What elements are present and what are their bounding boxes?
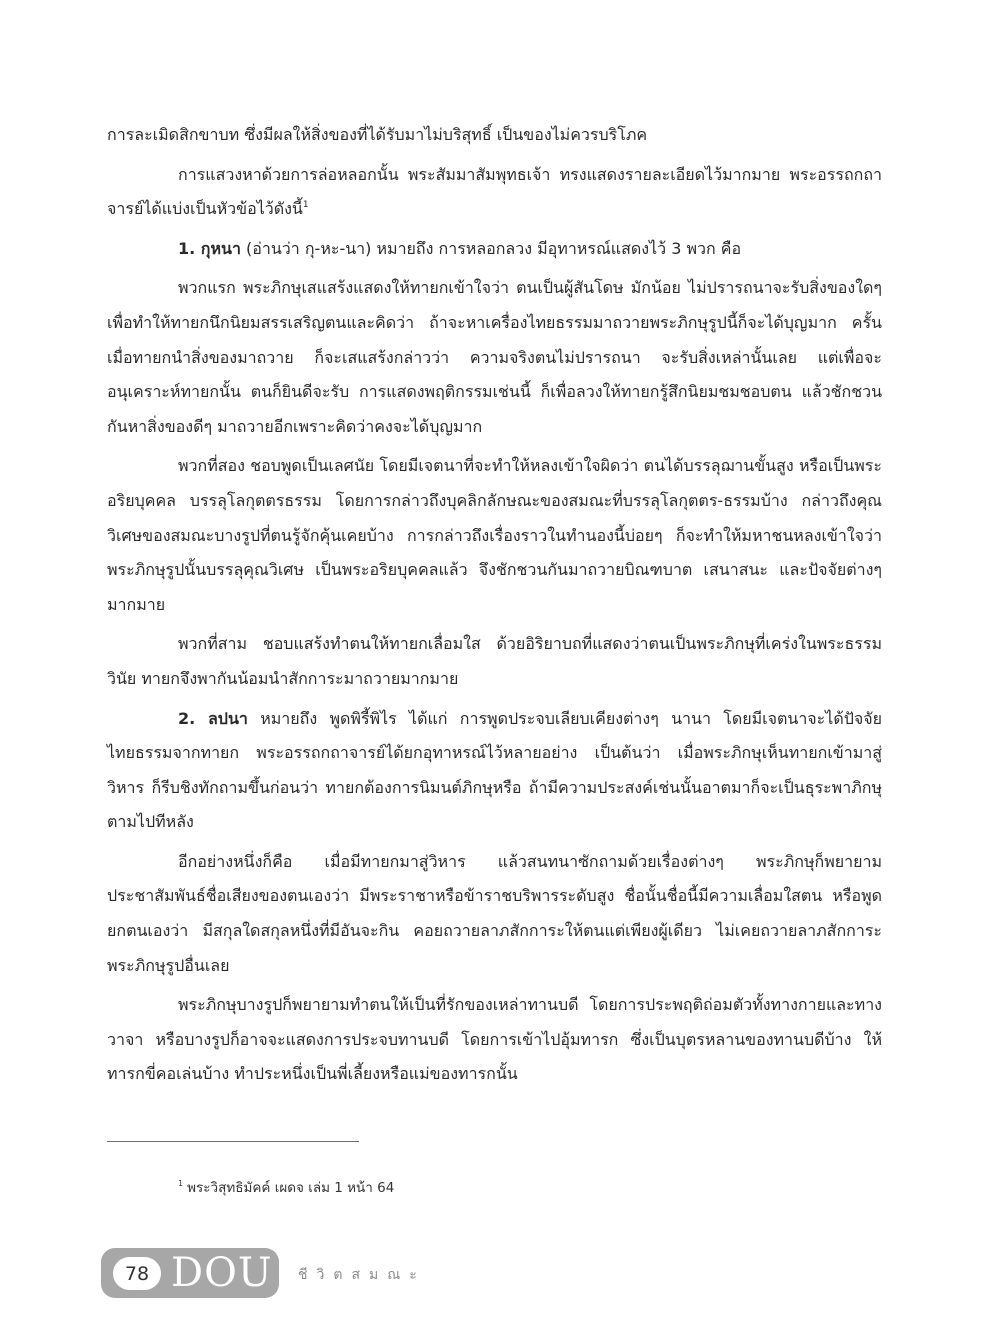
footnote-ref[interactable]: 1 — [302, 200, 309, 211]
paragraph-2 — [107, 158, 882, 227]
paragraph-lapana — [107, 702, 882, 840]
body-text — [107, 118, 882, 1097]
footnote-divider — [107, 1141, 359, 1142]
paragraph-8: อีกอย่างหนึ่งก็คือ เมื่อมีทายกมาสู่วิหาร แล้วสนทนาซักถามด้วยเรื่องต่างๆ พระภิกษุก็พยายามประชาสัมพันธ์ชื่อเสียงของตนเองว่า มีพระราชาหรือข้าราชบริพารระดับสูง ชื่อนั้นชื่อนี้มีความเลื่อมใสตน หรือพูดยกตนเองว่า มีสกุลใดสกุลหนึ่งที่มีอันจะกิน คอยถวายลาภสักการะให้ตนแต่เพียงผู้เดียว ไม่เคยถวายลาภสักการะพระภิกษุรูปอื่นเลย — [107, 851, 882, 975]
paragraph-group-1: พวกแรก พระภิกษุเสแสร้งแสดงให้ทายกเข้าใจว่า ตนเป็นผู้สันโดษ มักน้อย ไม่ปรารถนาจะรับสิ่งของใดๆ เพื่อทำให้ทายกนึกนิยมสรรเสริญตนและคิดว่า ถ้าจะหาเครื่องไทยธรรมมาถวายพระภิกษุรูปนี้ก็จะได้บุญมาก ครั้นเมื่อทายกนำสิ่งของมาถวาย ก็จะเสแสร้งกล่าวว่า ความจริงตนไม่ปรารถนา จะรับสิ่งเหล่านั้นเลย แต่เพื่อจะอนุเคราะห์ทายกนั้น ตนก็ยินดีจะรับ การแสดงพฤติกรรมเช่นนี้ ก็เพื่อลวงให้ทายกรู้สึกนิยมชมชอบตน แล้วชักชวนกันหาสิ่งของดีๆ มาถวายอีกเพราะคิดว่าคงจะได้บุญมาก — [107, 278, 882, 436]
paragraph-1: การละเมิดสิกขาบท ซึ่งมีผลให้สิ่งของที่ได้รับมาไม่บริสุทธิ์ เป็นของไม่ควรบริโภค — [107, 125, 648, 144]
term-lapana: 2. ลปนา — [178, 708, 248, 728]
footnote-text: พระวิสุทธิมัคค์ เผดจ เล่ม 1 หน้า 64 — [187, 1180, 395, 1196]
page-number: 78 — [113, 1257, 161, 1290]
paragraph-9: พระภิกษุบางรูปก็พยายามทำตนให้เป็นที่รักของเหล่าทานบดี โดยการประพฤติถ่อมตัวทั้งทางกายและทางวาจา หรือบางรูปก็อาจจะแสดงการประจบทานบดี โดยการเข้าไปอุ้มทารก ซึ่งเป็นบุตรหลานของทานบดีบ้าง ให้ทารกขี่คอเล่นบ้าง ทำประหนึ่งเป็นพี่เลี้ยงหรือแม่ของทารกนั้น — [107, 995, 882, 1084]
footnote — [178, 1178, 778, 1198]
paragraph-kuhana — [107, 232, 882, 267]
paragraph-group-3: พวกที่สาม ชอบแสร้งทำตนให้ทายกเลื่อมใส ด้วยอิริยาบถที่แสดงว่าตนเป็นพระภิกษุที่เคร่งในพระธรรมวินัย ทายกจึงพากันน้อมนำสักการะมาถวายมากมาย — [107, 634, 882, 688]
paragraph-2-text: การแสวงหาด้วยการล่อหลอกนั้น พระสัมมาสัมพุทธเจ้า ทรงแสดงรายละเอียดไว้มากมาย พระอรรถกถาจารย์ได้แบ่งเป็นหัวข้อไว้ดังนี้ — [107, 164, 882, 219]
dou-logo: DOU — [171, 1250, 273, 1296]
lapana-definition: หมายถึง พูดพิรี้พิไร ได้แก่ การพูดประจบเลียบเคียงต่างๆ นานา โดยมีเจตนาจะได้ปัจจัยไทยธรรมจากทายก พระอรรถกถาจารย์ได้ยกอุทาหรณ์ไว้หลายอย่าง เป็นต้นว่า เมื่อพระภิกษุเห็นทายกเข้ามาสู่วิหาร ก็รีบชิงทักถามขึ้นก่อนว่า ทายกต้องการนิมนต์ภิกษุหรือ ถ้ามีความประสงค์เช่นนั้นอาตมาก็จะเป็นธุระพาภิกษุตามไปทีหลัง — [107, 708, 882, 832]
kuhana-definition: (อ่านว่า กุ-หะ-นา) หมายถึง การหลอกลวง มีอุทาหรณ์แสดงไว้ 3 พวก คือ — [240, 238, 742, 258]
footnote-marker: 1 — [178, 1179, 184, 1188]
page-badge — [101, 1248, 279, 1298]
running-section-title: ชีวิตสมณะ — [298, 1267, 426, 1283]
term-kuhana: 1. กุหนา — [178, 238, 241, 258]
paragraph-group-2: พวกที่สอง ชอบพูดเป็นเลศนัย โดยมีเจตนาที่จะทำให้หลงเข้าใจผิดว่า ตนได้บรรลุฌานขั้นสูง หรือเป็นพระอริยบุคคล บรรลุโลกุตตรธรรม โดยการกล่าวถึงบุคลิกลักษณะของสมณะที่บรรลุโลกุตตร-ธรรมบ้าง กล่าวถึงคุณวิเศษของสมณะบางรูปที่ตนรู้จักคุ้นเคยบ้าง การกล่าวถึงเรื่องราวในทำนองนี้บ่อยๆ ก็จะทำให้มหาชนหลงเข้าใจว่า พระภิกษุรูปนั้นบรรลุคุณวิเศษ เป็นพระอริยบุคคลแล้ว จึงชักชวนกันมาถวายบิณฑบาต เสนาสนะ และปัจจัยต่างๆ มากมาย — [107, 456, 882, 614]
